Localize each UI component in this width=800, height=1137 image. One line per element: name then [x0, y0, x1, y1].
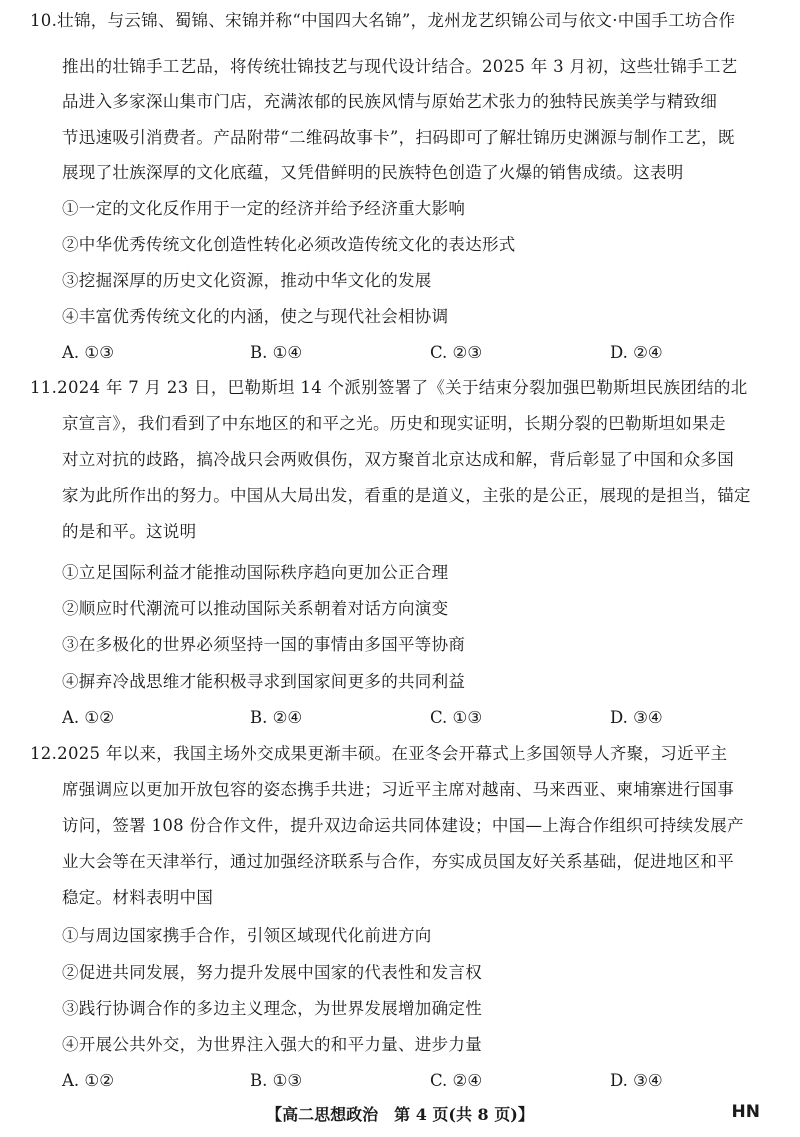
stem-line: 的是和平。这说明	[62, 522, 197, 541]
option-4: ④摒弃冷战思维才能积极寻求到国家间更多的共同利益	[62, 672, 466, 691]
stem-line: 对立对抗的歧路，搞冷战只会两败俱伤，双方聚首北京达成和解，背后彰显了中国和众多国	[62, 450, 734, 469]
choice-b[interactable]: B. ①③	[250, 1071, 303, 1090]
option-3: ③挖掘深厚的历史文化资源，推动中华文化的发展	[62, 271, 432, 290]
stem-line: 推出的壮锦手工艺品，将传统壮锦技艺与现代设计结合。2025 年 3 月初，这些壮锦手工艺	[62, 57, 738, 76]
option-4: ④丰富优秀传统文化的内涵，使之与现代社会相协调	[62, 307, 449, 326]
choice-b[interactable]: B. ①④	[250, 343, 303, 362]
stem-line: 品进入多家深山集市门店，充满浓郁的民族风情与原始艺术张力的独特民族美学与精致细	[62, 92, 718, 111]
stem-line: 11.2024 年 7 月 23 日，巴勒斯坦 14 个派别签署了《关于结束分裂加强巴勒斯坦民族团结的北	[30, 378, 748, 397]
stem-line: 稳定。材料表明中国	[62, 888, 214, 907]
choice-c[interactable]: C. ②④	[430, 1071, 483, 1090]
stem-line: 展现了壮族深厚的文化底蕴，又凭借鲜明的民族特色创造了火爆的销售成绩。这表明	[62, 163, 684, 182]
choice-a[interactable]: A. ①②	[62, 1071, 114, 1090]
page-footer: 【高二思想政治 第 4 页(共 8 页)】	[266, 1105, 534, 1124]
stem-line: 席强调应以更加开放包容的姿态携手共进；习近平主席对越南、马来西亚、柬埔寨进行国事	[62, 780, 734, 799]
stem-line: 业大会等在天津举行，通过加强经济联系与合作，夯实成员国友好关系基础，促进地区和平	[62, 852, 734, 871]
choice-a[interactable]: A. ①②	[62, 708, 114, 727]
choice-d[interactable]: D. ③④	[610, 708, 663, 727]
option-3: ③践行协调合作的多边主义理念，为世界发展增加确定性	[62, 999, 482, 1018]
option-4: ④开展公共外交，为世界注入强大的和平力量、进步力量	[62, 1035, 482, 1054]
footer-code: HN	[731, 1102, 760, 1122]
stem-line: 节迅速吸引消费者。产品附带“二维码故事卡”，扫码即可了解壮锦历史渊源与制作工艺，既	[62, 128, 735, 147]
choice-a[interactable]: A. ①③	[62, 343, 114, 362]
option-1: ①与周边国家携手合作，引领区域现代化前进方向	[62, 926, 432, 945]
choice-b[interactable]: B. ②④	[250, 708, 303, 727]
stem-line: 10.壮锦，与云锦、蜀锦、宋锦并称“中国四大名锦”，龙州龙艺织锦公司与依文·中国手工坊合作	[30, 11, 736, 30]
choice-c[interactable]: C. ①③	[430, 708, 483, 727]
option-1: ①立足国际利益才能推动国际秩序趋向更加公正合理	[62, 563, 449, 582]
stem-line: 12.2025 年以来，我国主场外交成果更渐丰硕。在亚冬会开幕式上多国领导人齐聚，习近平主	[30, 744, 728, 763]
choice-c[interactable]: C. ②③	[430, 343, 483, 362]
option-2: ②中华优秀传统文化创造性转化必须改造传统文化的表达形式	[62, 235, 516, 254]
option-3: ③在多极化的世界必须坚持一国的事情由多国平等协商	[62, 635, 466, 654]
stem-line: 访问，签署 108 份合作文件，提升双边命运共同体建设；中国—上海合作组织可持续发展产	[62, 816, 744, 835]
choice-d[interactable]: D. ③④	[610, 1071, 663, 1090]
stem-line: 京宣言》，我们看到了中东地区的和平之光。历史和现实证明，长期分裂的巴勒斯坦如果走	[62, 414, 726, 433]
option-1: ①一定的文化反作用于一定的经济并给予经济重大影响	[62, 199, 466, 218]
choice-d[interactable]: D. ②④	[610, 343, 663, 362]
stem-line: 家为此所作出的努力。中国从大局出发，看重的是道义，主张的是公正，展现的是担当，锚定	[62, 486, 751, 505]
option-2: ②顺应时代潮流可以推动国际关系朝着对话方向演变	[62, 599, 449, 618]
option-2: ②促进共同发展，努力提升发展中国家的代表性和发言权	[62, 963, 482, 982]
